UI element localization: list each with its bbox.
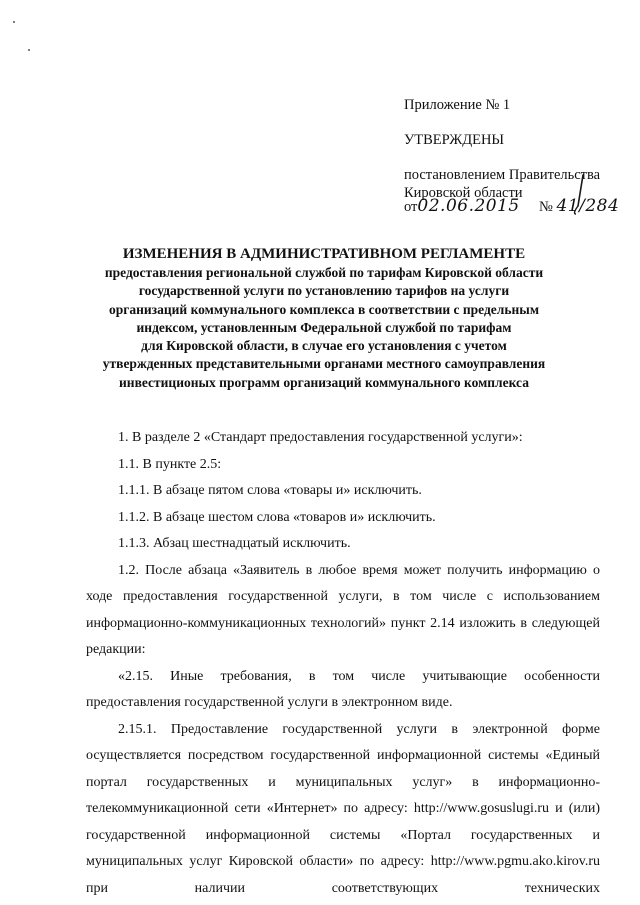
document-body xyxy=(86,425,600,902)
title-line: утвержденных представительными органами местного самоуправления xyxy=(102,356,546,372)
handwritten-date: 02.06.2015 xyxy=(417,196,520,216)
paragraph: 1.1.3. Абзац шестнадцатый исключить. xyxy=(118,536,351,551)
handwritten-number: 41/284 xyxy=(556,196,620,216)
paragraph: 1.2. После абзаца «Заявитель в любое время может получить информацию о ходе предоставления государственной услуги, в том числе с использованием информационно-коммуникационных технологий» пункт 2.14 изложить в следующей редакции: xyxy=(86,562,600,657)
paragraph: 1.1.1. В абзаце пятом слова «товары и» исключить. xyxy=(118,483,422,498)
paragraph: 1.1. В пункте 2.5: xyxy=(118,456,222,472)
title-line: индексом, установленным Федеральной службой по тарифам xyxy=(136,319,512,335)
paragraph: 1.1.2. В абзаце шестом слова «товаров и» исключить. xyxy=(118,509,436,525)
appendix-number: Приложение № 1 xyxy=(404,97,511,113)
number-prefix: № xyxy=(539,199,553,215)
document-title xyxy=(86,245,562,392)
title-line: предоставления региональной службой по тарифам Кировской области xyxy=(104,265,544,280)
decree-date-line xyxy=(404,197,619,216)
title-line: государственной услуги по установлению тарифов на услуги xyxy=(138,283,510,299)
title-line: инвестиционых программ организаций коммунального комплекса xyxy=(119,374,529,390)
approved-label: УТВЕРЖДЕНЫ xyxy=(404,132,505,148)
date-prefix: от xyxy=(404,199,418,215)
paragraph: 2.15.1. Предоставление государственной услуги в электронной форме осуществляется посредством государственной информационной системы «Единый портал государственных и муниципальных услуг» в информационно-телекоммуникационной сети «Интернет» по адресу: http://www.gosuslugi.ru и (или) государственной информационной системы «Портал государственных и муниципальных услуг Кировской области» по адресу: http://www.pgmu.ako.kirov.ru при наличии соответствующих технических xyxy=(86,721,600,896)
title-line: для Кировской области, в случае его установления с учетом xyxy=(141,338,507,354)
scan-speck xyxy=(28,49,30,51)
scan-speck xyxy=(13,21,15,23)
title-heading: ИЗМЕНЕНИЯ В АДМИНИСТРАТИВНОМ РЕГЛАМЕНТЕ xyxy=(122,246,526,262)
title-line: организаций коммунального комплекса в соответствии с предельным xyxy=(108,301,540,317)
decree-line-2: Кировской области xyxy=(404,185,523,201)
decree-line-1: постановлением Правительства xyxy=(404,167,601,183)
paragraph: «2.15. Иные требования, в том числе учитывающие особенности предоставления государственной услуги в электронном виде. xyxy=(86,668,600,710)
paragraph: 1. В разделе 2 «Стандарт предоставления государственной услуги»: xyxy=(118,430,523,445)
